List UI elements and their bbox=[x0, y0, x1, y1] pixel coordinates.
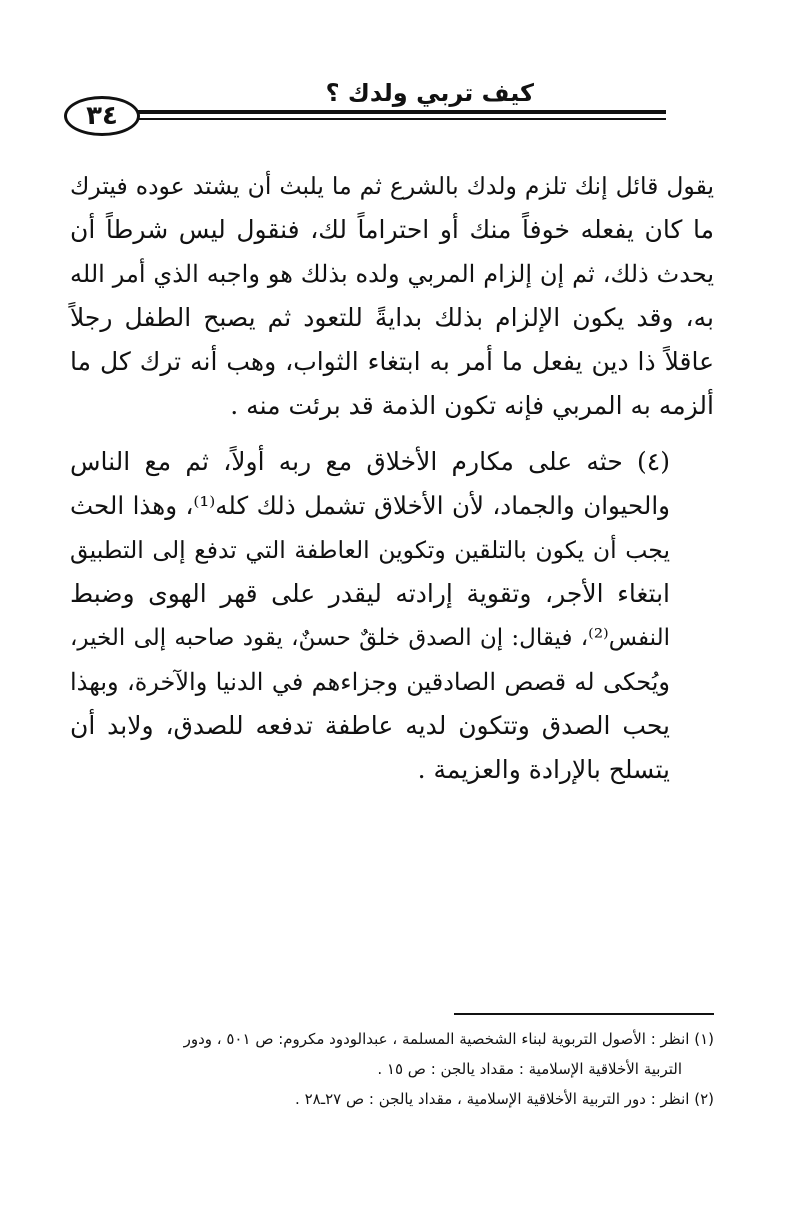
text-line: به، وقد يكون الإلزام بذلك بدايةً للتعود ثم يصبح الطفل رجلاً bbox=[70, 303, 714, 332]
text-line: يحدث ذلك، ثم إن إلزام المربي ولده بذلك هو واجبه الذي أمر الله bbox=[70, 260, 714, 288]
paragraph-2 bbox=[70, 440, 714, 792]
page-header bbox=[72, 74, 714, 138]
footnote-2: (٢) انظر : دور التربية الأخلاقية الإسلامية ، مقداد يالجن : ص ٢٧ـ٢٨ . bbox=[295, 1090, 714, 1108]
footnote-1: (١) انظر : الأصول التربوية لبناء الشخصية المسلمة ، عبدالودود مكروم: ص ٥٠١ ، ودور bbox=[183, 1030, 714, 1048]
footnote-1-continuation: التربية الأخلاقية الإسلامية : مقداد يالجن : ص ١٥ . bbox=[377, 1060, 682, 1078]
text-line: ابتغاء الأجر، وتقوية إرادته ليقدر على قهر الهوى وضبط bbox=[70, 579, 670, 608]
footnote-separator bbox=[454, 1013, 714, 1015]
text-line: النفس⁽²⁾، فيقال: إن الصدق خلقٌ حسنٌ، يقود صاحبه إلى الخير، bbox=[70, 625, 670, 651]
page-number: ٣٤ bbox=[64, 96, 140, 136]
text-line: يقول قائل إنك تلزم ولدك بالشرع ثم ما يلبث أن يشتد عوده فيترك bbox=[70, 172, 714, 200]
text-line: (٤) حثه على مكارم الأخلاق مع ربه أولاً، ثم مع الناس bbox=[70, 447, 670, 476]
text-line: عاقلاً ذا دين يفعل ما أمر به ابتغاء الثواب، وهب أنه ترك كل ما bbox=[70, 347, 714, 376]
text-line: يتسلح بالإرادة والعزيمة . bbox=[417, 755, 670, 784]
footnotes bbox=[70, 1024, 714, 1114]
paragraph-1 bbox=[70, 164, 714, 428]
text-line: ما كان يفعله خوفاً منك أو احتراماً لك، فنقول ليس شرطاً أن bbox=[70, 215, 714, 244]
text-line: والحيوان والجماد، لأن الأخلاق تشمل ذلك كله⁽¹⁾، وهذا الحث bbox=[70, 491, 670, 520]
header-rule-thin bbox=[72, 118, 666, 120]
header-rule-thick bbox=[72, 110, 666, 114]
header-double-rule bbox=[72, 110, 666, 124]
text-line: ويُحكى له قصص الصادقين وجزاءهم في الدنيا والآخرة، وبهذا bbox=[70, 668, 670, 696]
body-text bbox=[70, 164, 714, 792]
text-line: يحب الصدق وتتكون لديه عاطفة تدفعه للصدق، ولابد أن bbox=[70, 711, 670, 740]
text-line: ألزمه به المربي فإنه تكون الذمة قد برئت منه . bbox=[230, 391, 714, 420]
text-line: يجب أن يكون بالتلقين وتكوين العاطفة التي تدفع إلى التطبيق bbox=[70, 536, 670, 564]
running-title: كيف تربي ولدك ؟ bbox=[325, 79, 534, 107]
